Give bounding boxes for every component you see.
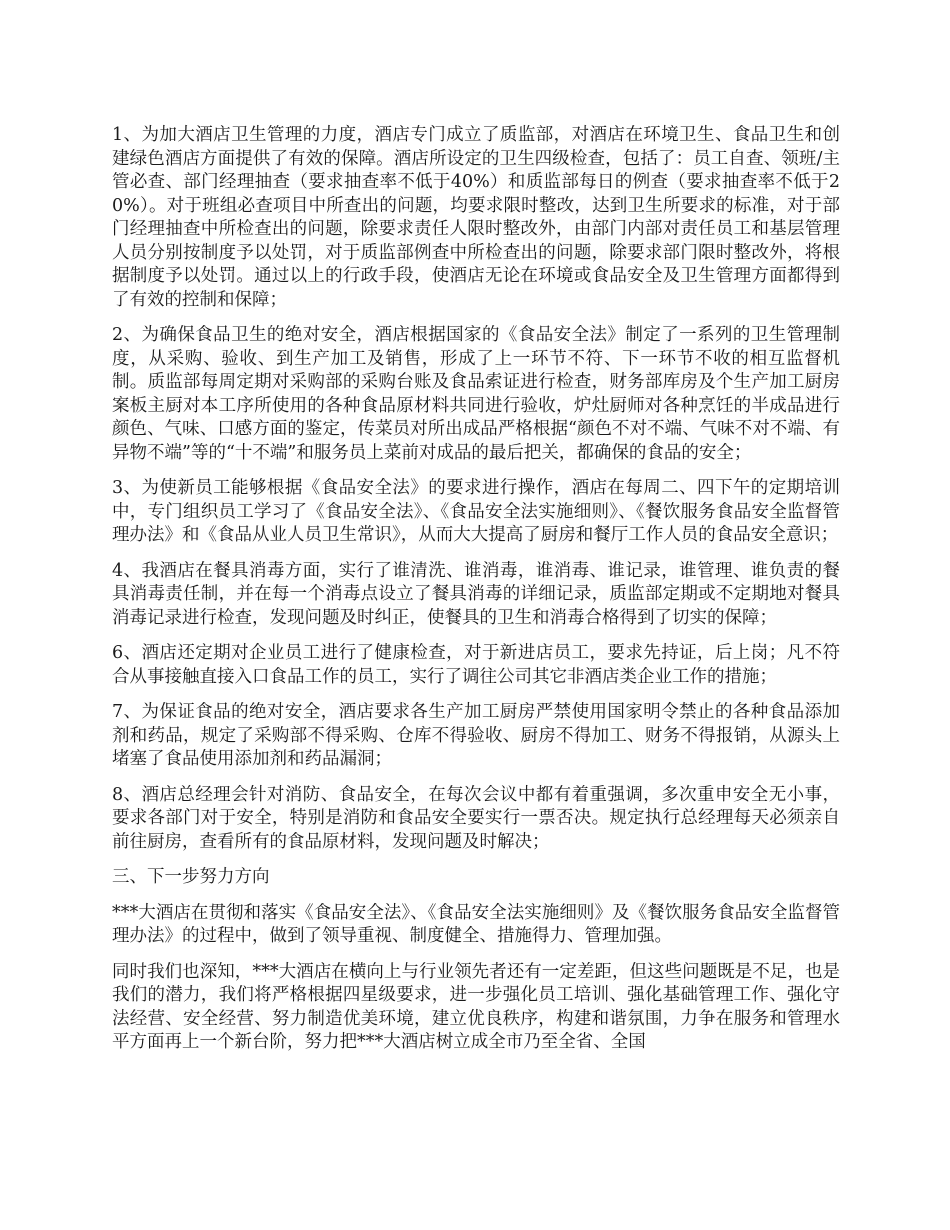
paragraph-implementation-summary: ***大酒店在贯彻和落实《食品安全法》、《食品安全法实施细则》及《餐饮服务食品安全监督管理办法》的过程中，做到了领导重视、制度健全、措施得力、管理加强。 xyxy=(112,902,840,946)
paragraph-staff-training: 3、为使新员工能够根据《食品安全法》的要求进行操作，酒店在每周二、四下午的定期培训中，专门组织员工学习了《食品安全法》、《食品安全法实施细则》、《餐饮服务食品安全监督管理办法》和《食品从业人员卫生常识》，从而大大提高了厨房和餐厅工作人员的食品安全意识； xyxy=(112,478,840,545)
section-heading-next-steps: 三、下一步努力方向 xyxy=(112,867,270,887)
paragraph-gm-emphasis: 8、酒店总经理会针对消防、食品安全，在每次会议中都有着重强调，多次重申安全无小事，要求各部门对于安全，特别是消防和食品安全要实行一票否决。规定执行总经理每天必须亲自前往厨房，查看所有的食品原材料，发现问题及时解决； xyxy=(112,784,840,852)
paragraph-hygiene-inspection: 1、为加大酒店卫生管理的力度，酒店专门成立了质监部，对酒店在环境卫生、食品卫生和创建绿色酒店方面提供了有效的保障。酒店所设定的卫生四级检查，包括了：员工自查、领班/主管必查、部门经理抽查（要求抽查率不低于40%）和质监部每日的例查（要求抽查率不低于20%）。对于班组必查项目中所查出的问题，均要求限时整改，达到卫生所要求的标准，对于部门经理抽查中所检查出的问题，除要求责任人限时整改外，由部门内部对责任员工和基层管理人员分别按制度予以处罚，对于质监部例查中所检查出的问题，除要求部门限时整改外，将根据制度予以处罚。通过以上的行政手段，使酒店无论在环境或食品安全及卫生管理方面都得到了有效的控制和保障； xyxy=(112,125,840,310)
paragraph-tableware-disinfection: 4、我酒店在餐具消毒方面，实行了谁清洗、谁消毒，谁消毒、谁记录，谁管理、谁负责的餐具消毒责任制，并在每一个消毒点设立了餐具消毒的详细记录，质监部定期或不定期地对餐具消毒记录进行检查，发现问题及时纠正，使餐具的卫生和消毒合格得到了切实的保障； xyxy=(112,560,840,628)
paragraph-future-goals: 同时我们也深知，***大酒店在横向上与行业领先者还有一定差距，但这些问题既是不足，也是我们的潜力，我们将严格根据四星级要求，进一步强化员工培训、强化基础管理工作、强化守法经营、安全经营、努力制造优美环境，建立优良秩序，构建和谐氛围，力争在服务和管理水平方面再上一个新台阶，努力把***大酒店树立成全市乃至全省、全国 xyxy=(112,961,840,1052)
paragraph-additives-ban: 7、为保证食品的绝对安全，酒店要求各生产加工厨房严禁使用国家明令禁止的各种食品添加剂和药品，规定了采购部不得采购、仓库不得验收、厨房不得加工、财务不得报销，从源头上堵塞了食品使用添加剂和药品漏洞； xyxy=(112,702,840,769)
paragraph-food-safety-system: 2、为确保食品卫生的绝对安全，酒店根据国家的《食品安全法》制定了一系列的卫生管理制度，从采购、验收、到生产加工及销售，形成了上一环节不符、下一环节不收的相互监督机制。质监部每周定期对采购部的采购台账及食品索证进行检查，财务部库房及个生产加工厨房案板主厨对本工序所使用的各种食品原材料共同进行验收，炉灶厨师对各种烹饪的半成品进行颜色、气味、口感方面的鉴定，传菜员对所出成品严格根据“颜色不对不端、气味不对不端、有异物不端”等的“十不端”和服务员上菜前对成品的最后把关，都确保的食品的安全； xyxy=(112,325,840,463)
document-body xyxy=(112,124,840,1067)
paragraph-health-check: 6、酒店还定期对企业员工进行了健康检查，对于新进店员工，要求先持证，后上岗；凡不符合从事接触直接入口食品工作的员工，实行了调往公司其它非酒店类企业工作的措施； xyxy=(112,643,840,687)
